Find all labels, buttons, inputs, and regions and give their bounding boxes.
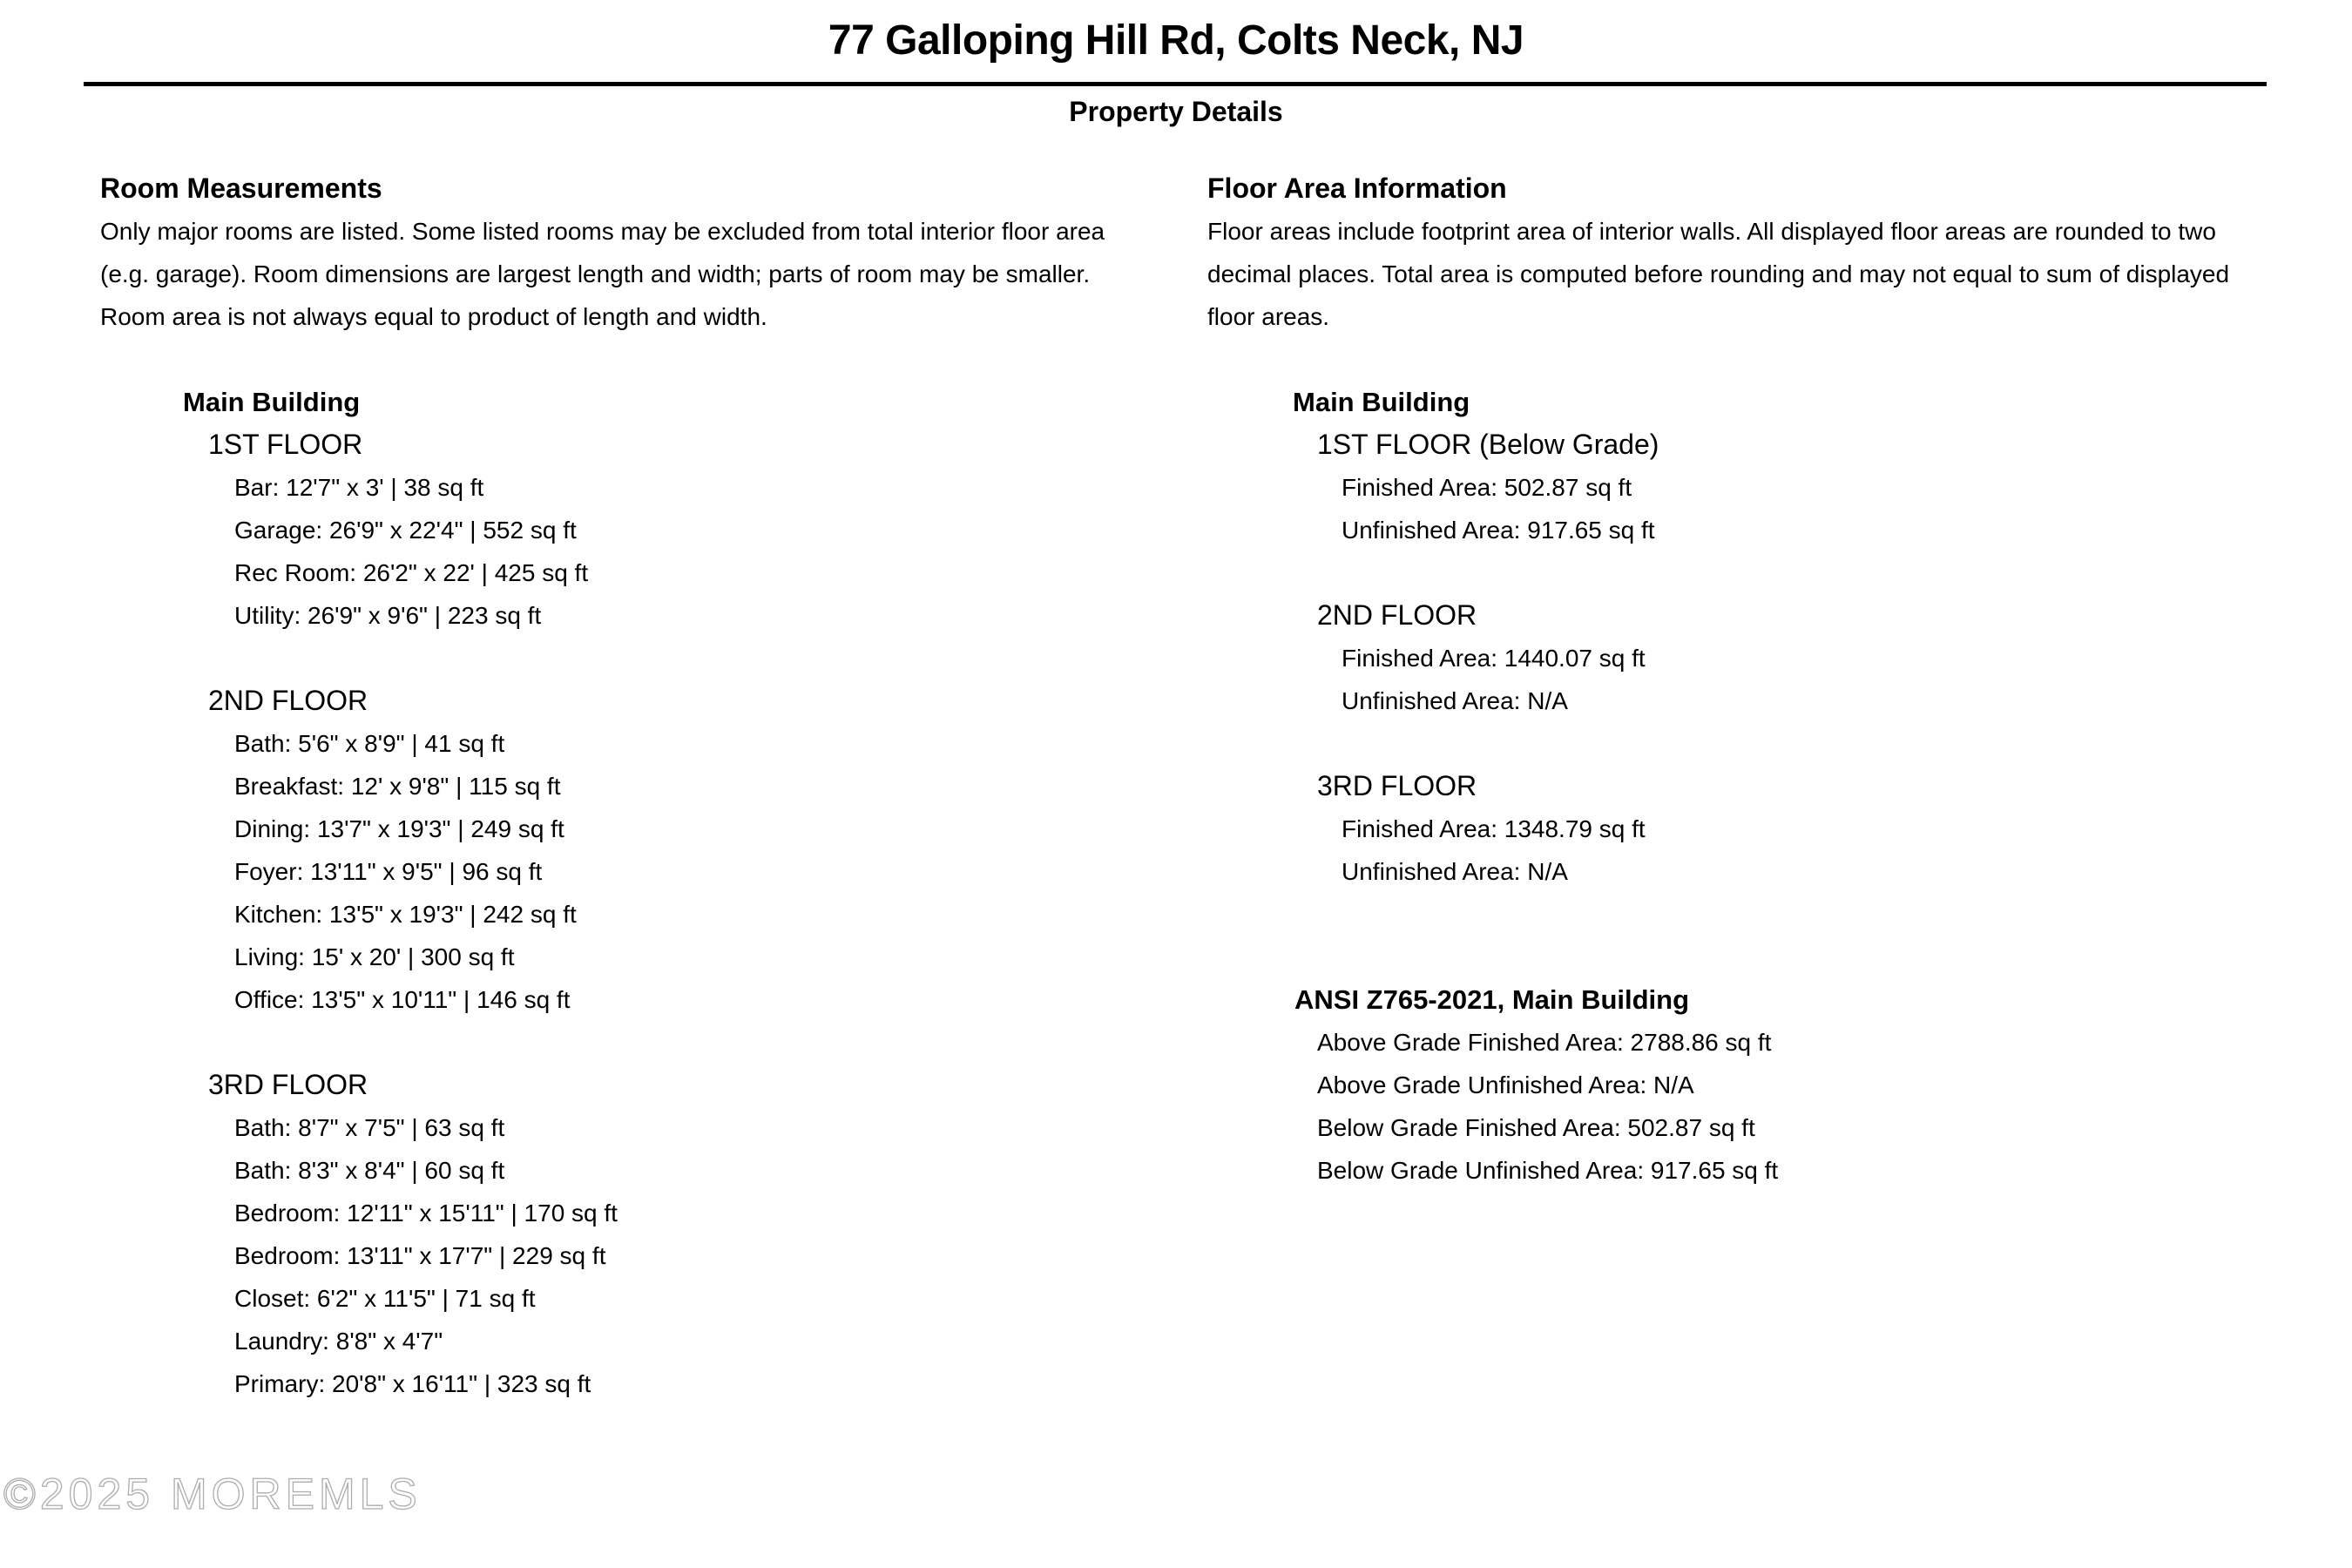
moremls-copyright-watermark: ©2025 MOREMLS — [3, 1470, 422, 1518]
room-line: Rec Room: 26'2" x 22' | 425 sq ft — [234, 559, 589, 586]
floor-heading-3rd: 3RD FLOOR — [208, 1069, 368, 1100]
room-line: Bath: 5'6" x 8'9" | 41 sq ft — [234, 730, 505, 757]
room-line: Living: 15' x 20' | 300 sq ft — [234, 943, 515, 970]
floor-area-information-heading: Floor Area Information — [1207, 172, 1507, 204]
ansi-heading: ANSI Z765-2021, Main Building — [1294, 984, 1690, 1015]
room-line: Bath: 8'7" x 7'5" | 63 sq ft — [234, 1114, 505, 1141]
floor-heading-2nd: 2ND FLOOR — [208, 685, 368, 716]
room-line: Office: 13'5" x 10'11" | 146 sq ft — [234, 986, 571, 1013]
area-line: Unfinished Area: N/A — [1342, 687, 1568, 714]
room-line: Laundry: 8'8" x 4'7" — [234, 1328, 443, 1355]
room-measurements-heading: Room Measurements — [100, 172, 382, 204]
room-line: Garage: 26'9" x 22'4" | 552 sq ft — [234, 517, 577, 544]
room-line: Bedroom: 13'11" x 17'7" | 229 sq ft — [234, 1242, 606, 1269]
room-line: Foyer: 13'11" x 9'5" | 96 sq ft — [234, 858, 543, 885]
page-subtitle: Property Details — [1069, 96, 1283, 127]
room-line: Closet: 6'2" x 11'5" | 71 sq ft — [234, 1285, 536, 1312]
page-title: 77 Galloping Hill Rd, Colts Neck, NJ — [828, 17, 1524, 64]
area-line: Finished Area: 1440.07 sq ft — [1342, 645, 1646, 672]
floor-area-heading-2nd: 2ND FLOOR — [1317, 599, 1477, 631]
ansi-line: Below Grade Finished Area: 502.87 sq ft — [1317, 1114, 1755, 1141]
title-divider — [84, 82, 2267, 86]
area-line: Unfinished Area: 917.65 sq ft — [1342, 517, 1655, 544]
ansi-line: Above Grade Unfinished Area: N/A — [1317, 1071, 1694, 1098]
area-line: Finished Area: 1348.79 sq ft — [1342, 815, 1646, 842]
room-measurements-section — [100, 167, 1159, 1405]
room-line: Breakfast: 12' x 9'8" | 115 sq ft — [234, 773, 561, 800]
room-line: Utility: 26'9" x 9'6" | 223 sq ft — [234, 602, 542, 629]
area-line: Finished Area: 502.87 sq ft — [1342, 474, 1632, 501]
building-name: Main Building — [1293, 387, 1470, 417]
room-line: Bedroom: 12'11" x 15'11" | 170 sq ft — [234, 1200, 618, 1227]
floor-area-information-section — [1207, 167, 2279, 1192]
room-line: Primary: 20'8" x 16'11" | 323 sq ft — [234, 1370, 591, 1397]
floor-area-heading-3rd: 3RD FLOOR — [1317, 770, 1477, 801]
building-name: Main Building — [183, 387, 361, 417]
floor-area-information-description: Floor areas include footprint area of interior walls. All displayed floor areas are rounded to two decimal places. Total area is computed before rounding and may not equal to sum of displayed floor areas. — [1207, 218, 2230, 330]
area-line: Unfinished Area: N/A — [1342, 858, 1568, 885]
room-line: Kitchen: 13'5" x 19'3" | 242 sq ft — [234, 901, 577, 928]
room-line: Bath: 8'3" x 8'4" | 60 sq ft — [234, 1157, 505, 1184]
floor-area-heading-1st: 1ST FLOOR (Below Grade) — [1317, 429, 1659, 460]
room-measurements-description: Only major rooms are listed. Some listed rooms may be excluded from total interior floor area (e.g. garage). Room dimensions are largest length and width; parts of room may be smaller. Room area is not always equal to product of length and width. — [100, 218, 1105, 330]
ansi-line: Below Grade Unfinished Area: 917.65 sq ft — [1317, 1157, 1779, 1184]
room-line: Bar: 12'7" x 3' | 38 sq ft — [234, 474, 484, 501]
floor-heading-1st: 1ST FLOOR — [208, 429, 363, 460]
room-line: Dining: 13'7" x 19'3" | 249 sq ft — [234, 815, 564, 842]
ansi-line: Above Grade Finished Area: 2788.86 sq ft — [1317, 1029, 1772, 1056]
